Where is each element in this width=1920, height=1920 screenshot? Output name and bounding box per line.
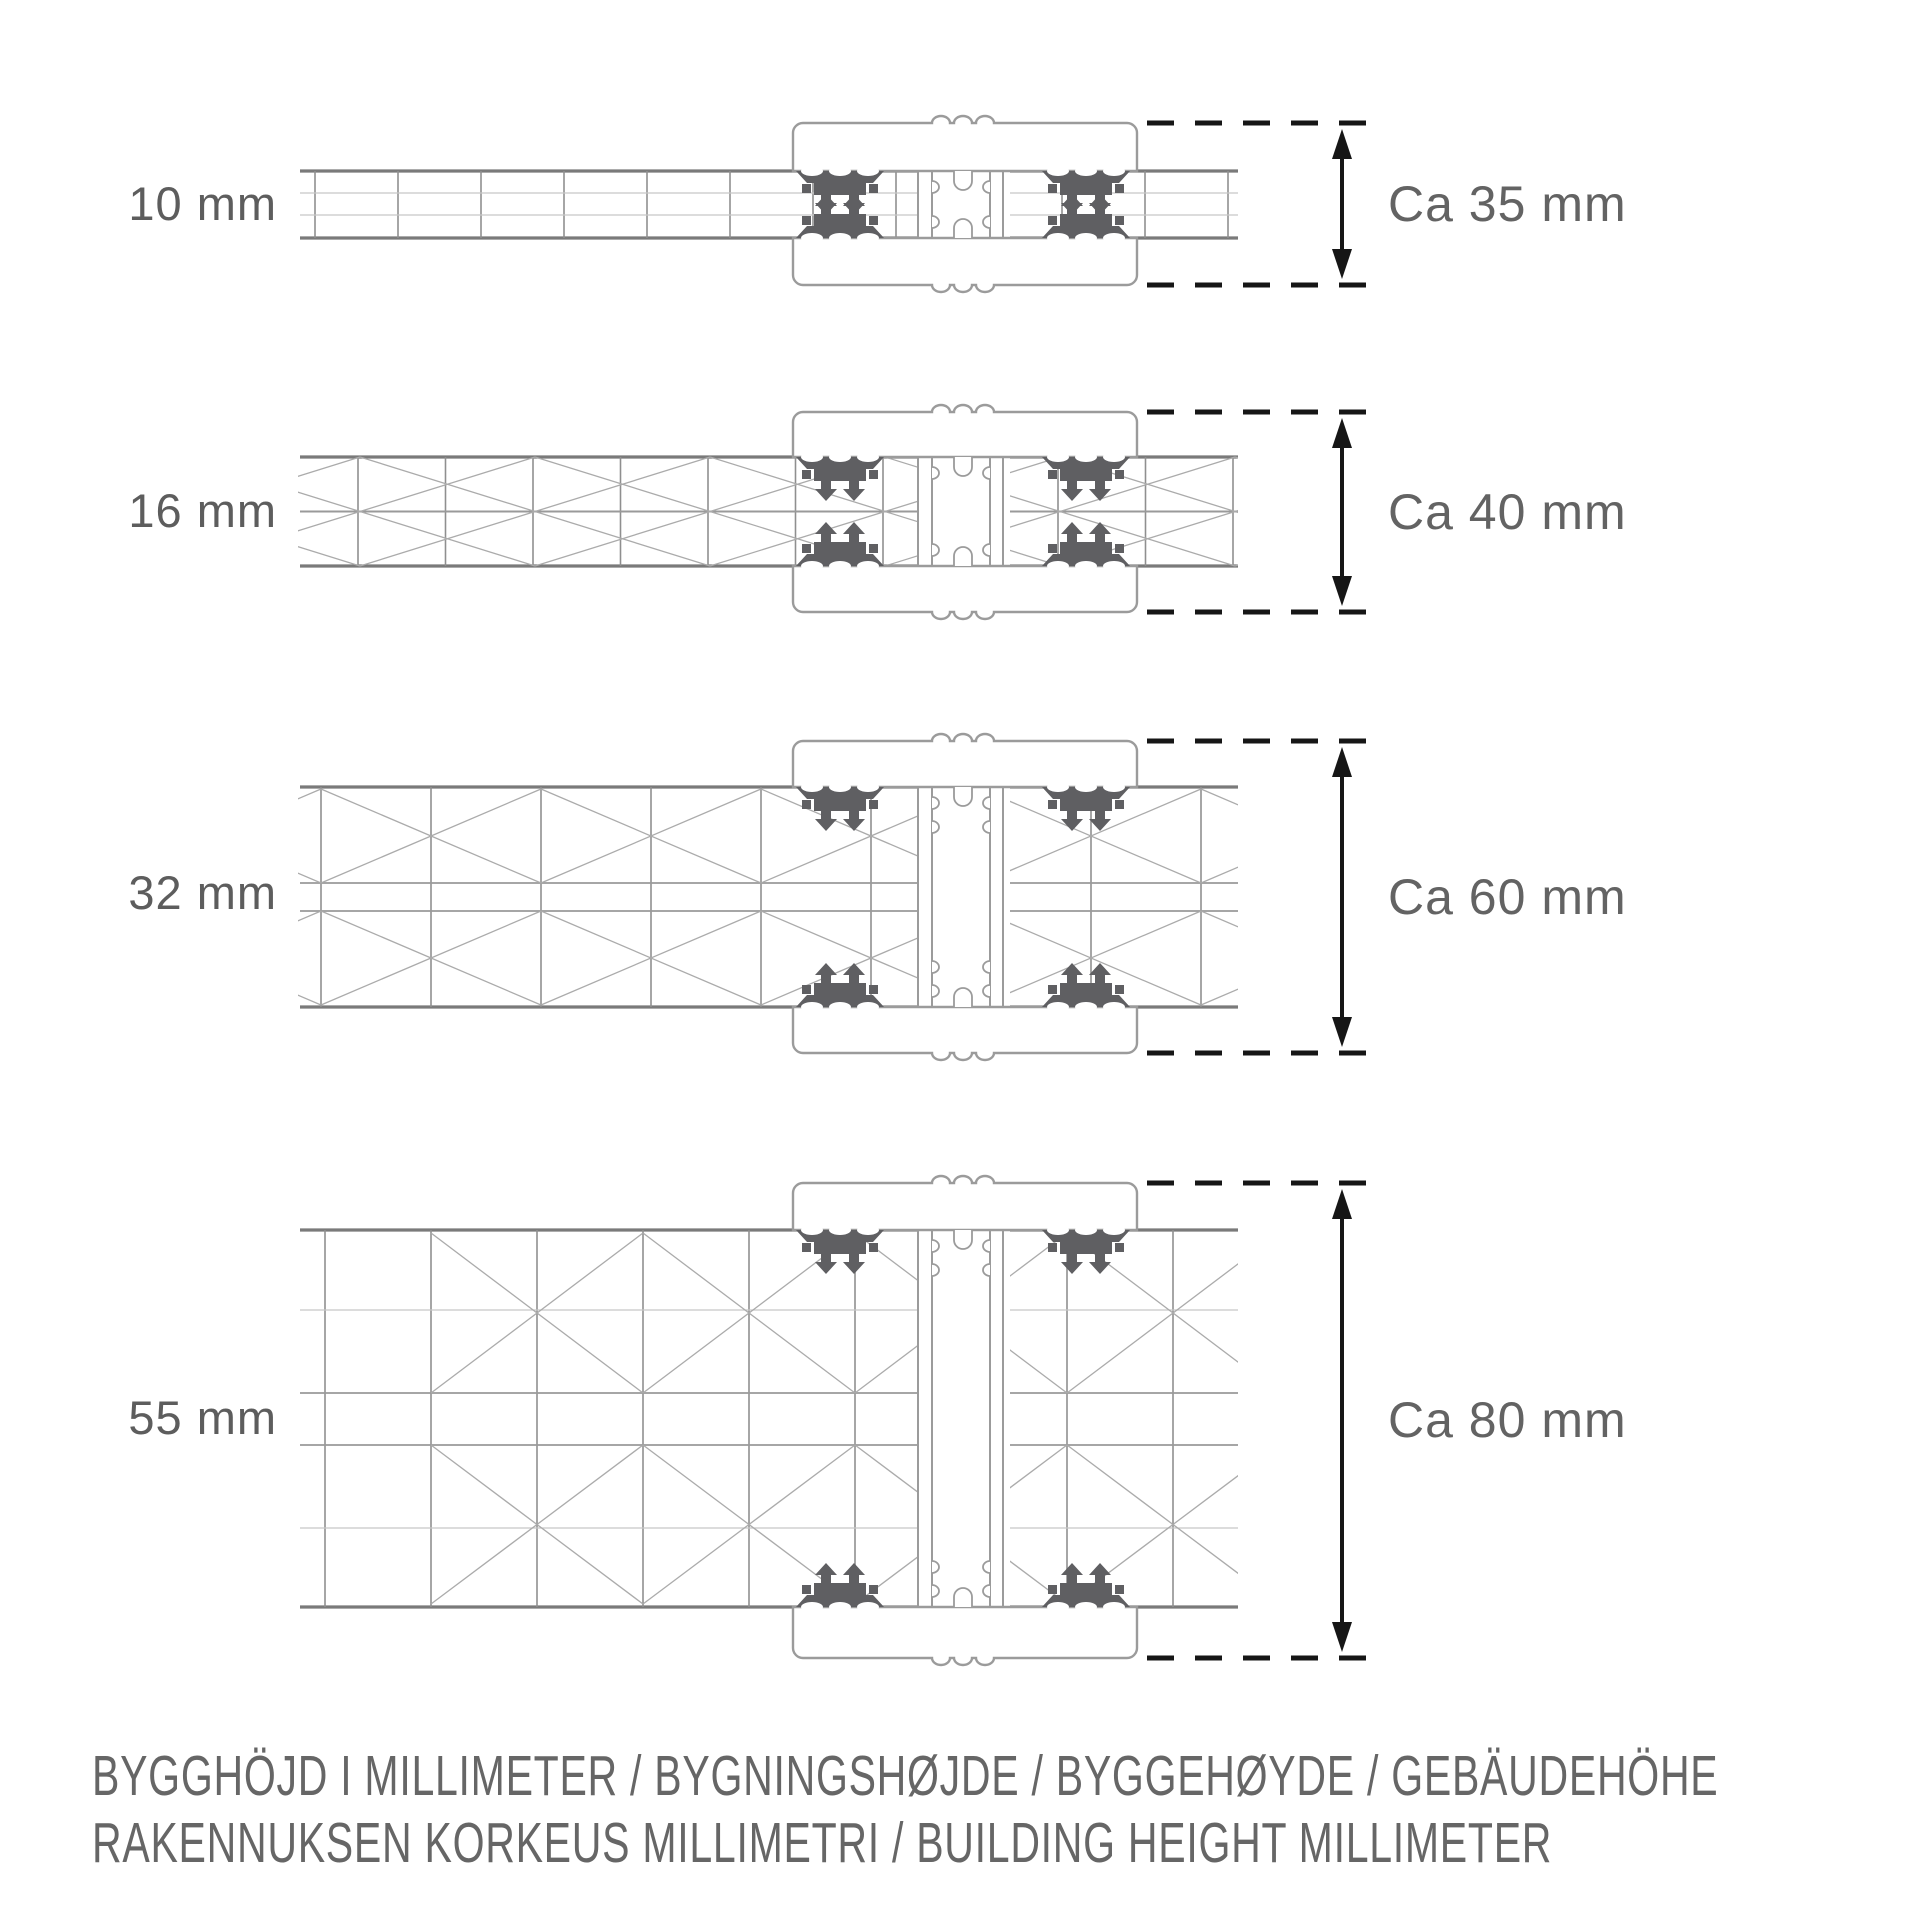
- thickness-label-10mm: 10 mm: [128, 177, 277, 230]
- panel-cross-section: [101, 787, 1421, 1007]
- row-32mm-diagram: [101, 734, 1421, 1060]
- thickness-label-32mm: 32 mm: [128, 866, 277, 919]
- caption-line-1: BYGGHÖJD I MILLIMETER / BYGNINGSHØJDE / BYGGEHØYDE / GEBÄUDEHÖHE: [92, 1744, 1719, 1808]
- building-height-label-40mm: Ca 40 mm: [1388, 484, 1627, 540]
- building-height-label-80mm: Ca 80 mm: [1388, 1392, 1627, 1448]
- rubber-gaskets: [796, 1225, 1130, 1612]
- thickness-label-55mm: 55 mm: [128, 1391, 277, 1444]
- panel-cross-section: [185, 457, 1410, 566]
- dimension-indicator: [1147, 123, 1378, 285]
- building-height-label-60mm: Ca 60 mm: [1388, 869, 1627, 925]
- row-10mm-diagram: [300, 116, 1378, 292]
- panel-cross-section: [300, 1230, 1279, 1607]
- thickness-label-16mm: 16 mm: [128, 484, 277, 537]
- row-16mm-diagram: [185, 405, 1410, 619]
- building-height-label-35mm: Ca 35 mm: [1388, 176, 1627, 232]
- row-55mm-diagram: [300, 1176, 1378, 1665]
- rubber-gaskets: [796, 782, 1130, 1012]
- caption-line-2: RAKENNUKSEN KORKEUS MILLIMETRI / BUILDING HEIGHT MILLIMETER: [92, 1811, 1553, 1875]
- dimension-indicator: [1147, 1183, 1378, 1658]
